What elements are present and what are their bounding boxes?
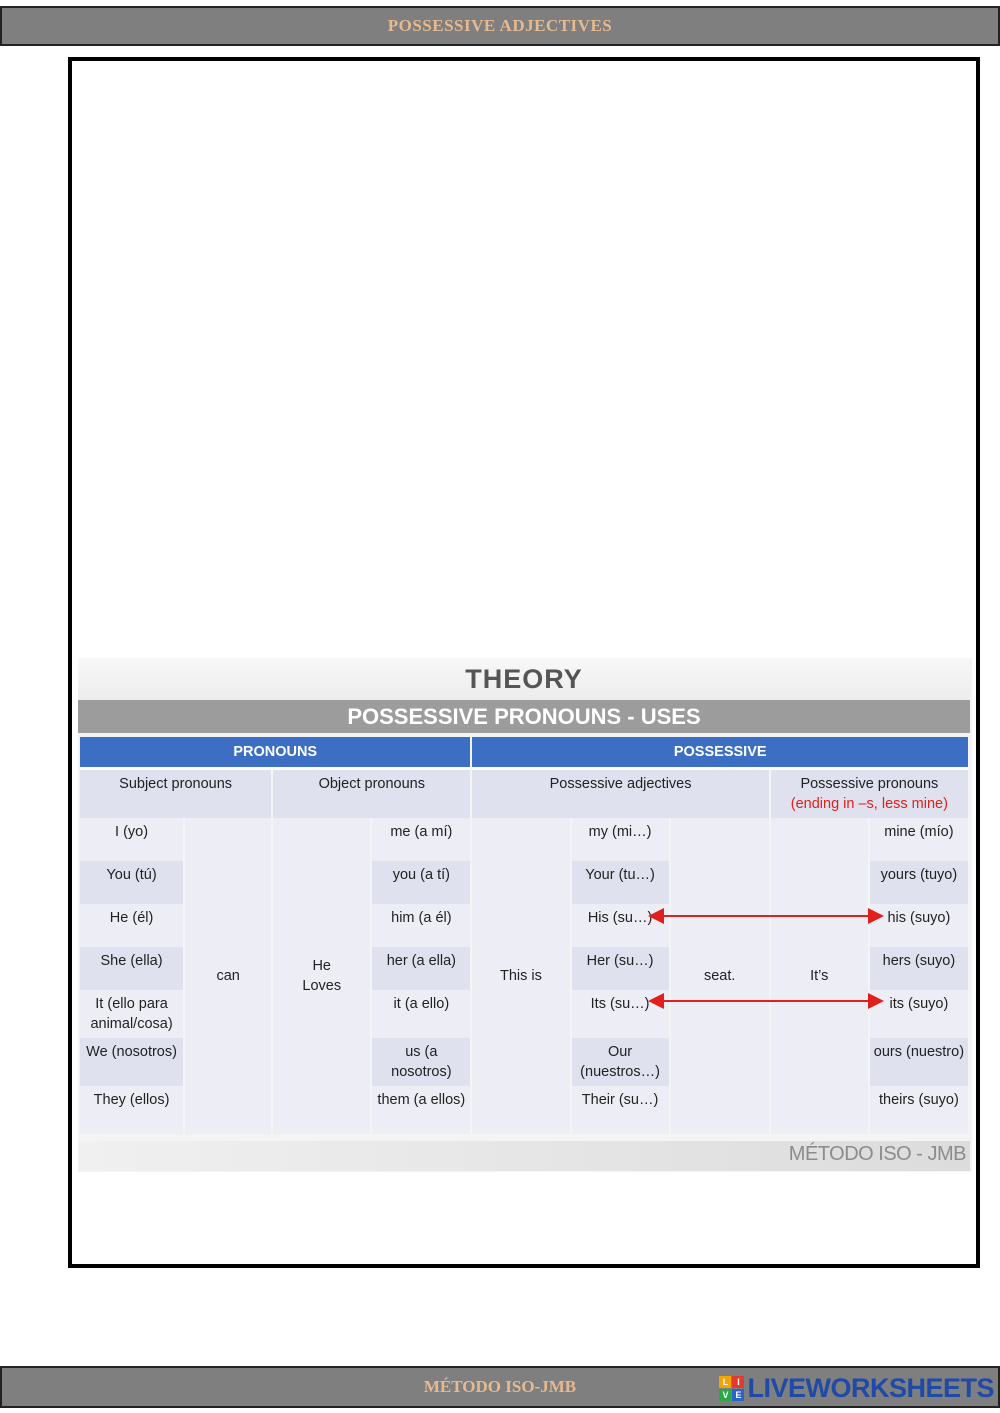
logo-letter: L: [719, 1376, 731, 1388]
pronouns-group-header: PRONOUNS: [80, 737, 470, 770]
subject-pronouns-header: Subject pronouns: [80, 770, 271, 818]
adjective-cell: my (mi…): [572, 818, 669, 861]
adjective-cell: Our (nuestros…): [572, 1038, 669, 1086]
adjective-cell: Its (su…): [572, 990, 669, 1038]
loves-label: Loves: [302, 978, 342, 994]
subject-cell: They (ellos): [80, 1086, 183, 1134]
theory-title: THEORY: [78, 658, 970, 700]
footer-title: MÉTODO ISO-JMB: [423, 1377, 577, 1396]
adjective-cell: Her (su…): [572, 947, 669, 990]
subject-cell: He (él): [80, 904, 183, 947]
possessive-adjectives-header: Possessive adjectives: [472, 770, 768, 818]
pronoun-cell: his (suyo): [870, 904, 968, 947]
possessive-group-header: POSSESSIVE: [472, 737, 968, 770]
brand-name: LIVEWORKSHEETS: [747, 1373, 994, 1403]
verb-he-loves: [273, 818, 370, 1134]
object-cell: you (a tí): [372, 861, 470, 904]
logo-letter: E: [732, 1389, 744, 1401]
subject-cell: She (ella): [80, 947, 183, 990]
its-verb-label: It’s: [771, 818, 868, 1134]
logo-letter: V: [719, 1389, 731, 1401]
object-cell: it (a ello): [372, 990, 470, 1038]
possessive-pronouns-header: [771, 770, 968, 818]
verb-can: can: [185, 818, 271, 1134]
page-title: POSSESSIVE ADJECTIVES: [387, 16, 613, 35]
possessive-pronouns-label: Possessive pronouns: [800, 776, 939, 792]
pronouns-table: [78, 737, 970, 1134]
object-cell: them (a ellos): [372, 1086, 470, 1134]
subject-cell: You (tú): [80, 861, 183, 904]
adjective-cell: Your (tu…): [572, 861, 669, 904]
theory-panel: [78, 658, 972, 1172]
he-label: He: [312, 958, 331, 974]
theory-subtitle: POSSESSIVE PRONOUNS - USES: [78, 700, 970, 733]
pronoun-cell: mine (mío): [870, 818, 968, 861]
object-cell: us (a nosotros): [372, 1038, 470, 1086]
object-cell: me (a mí): [372, 818, 470, 861]
logo-letter: I: [732, 1376, 744, 1388]
subject-cell: It (ello para animal/cosa): [80, 990, 183, 1038]
liveworksheets-brand[interactable]: [719, 1374, 994, 1402]
object-cell: him (a él): [372, 904, 470, 947]
pronoun-cell: its (suyo): [870, 990, 968, 1038]
table-row: [80, 818, 968, 861]
pronoun-cell: theirs (suyo): [870, 1086, 968, 1134]
liveworksheets-logo-icon: [719, 1376, 744, 1401]
object-cell: her (a ella): [372, 947, 470, 990]
adjective-cell: His (su…): [572, 904, 669, 947]
object-pronouns-header: Object pronouns: [273, 770, 470, 818]
subject-cell: We (nosotros): [80, 1038, 183, 1086]
page-header-bar: [0, 6, 1000, 46]
possessive-pronouns-note: (ending in –s, less mine): [790, 796, 948, 812]
adjective-cell: Their (su…): [572, 1086, 669, 1134]
pronoun-cell: ours (nuestro): [870, 1038, 968, 1086]
page-footer-bar: [0, 1366, 1000, 1408]
seat-label: seat.: [671, 818, 769, 1134]
pronoun-cell: yours (tuyo): [870, 861, 968, 904]
pronoun-cell: hers (suyo): [870, 947, 968, 990]
this-is-label: This is: [472, 818, 569, 1134]
theory-watermark: MÉTODO ISO - JMB: [788, 1143, 966, 1165]
theory-watermark-strip: [78, 1141, 970, 1171]
subject-cell: I (yo): [80, 818, 183, 861]
